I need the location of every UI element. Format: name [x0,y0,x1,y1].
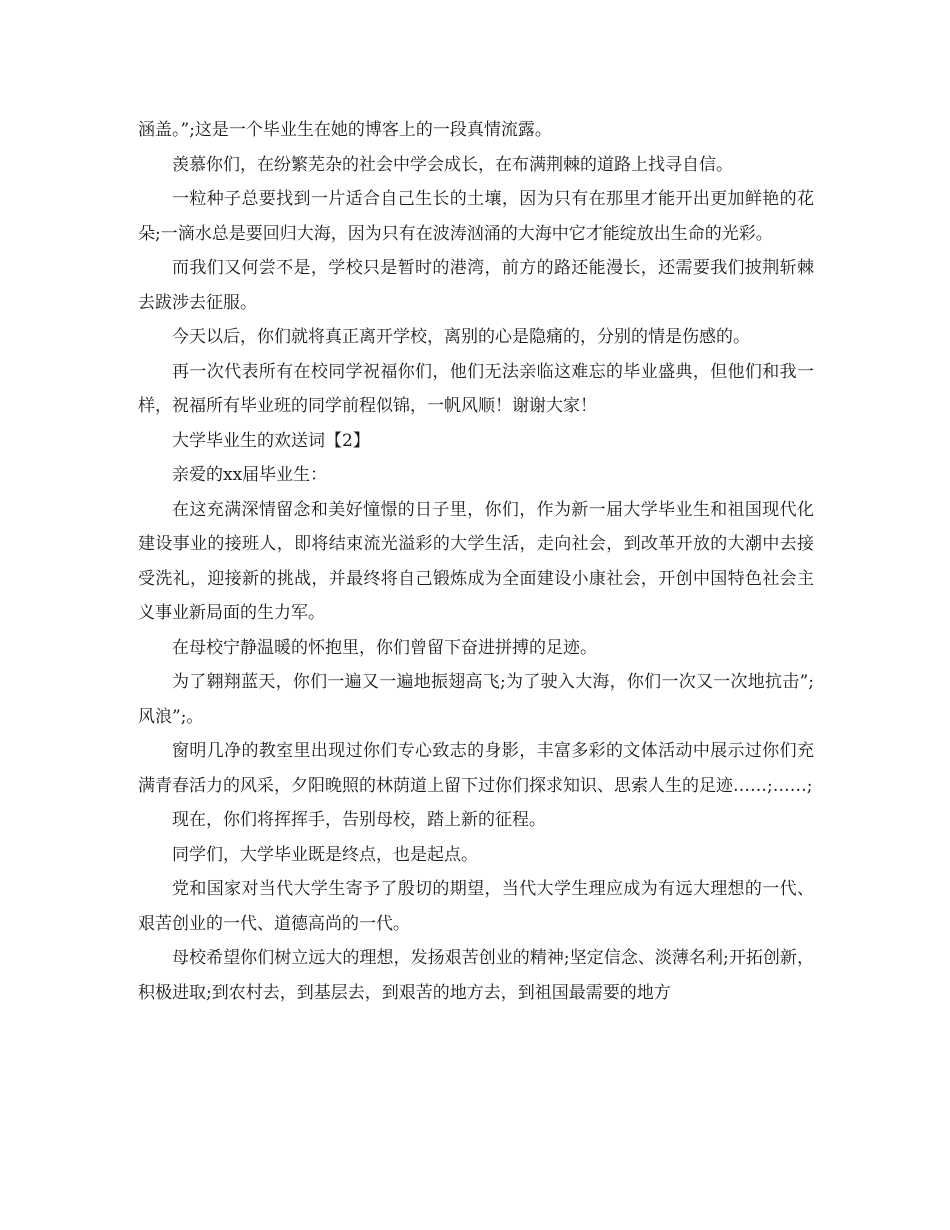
paragraph-1: 涵盖。”;这是一个毕业生在她的博客上的一段真情流露。 [138,120,552,140]
paragraph-10: 在母校宁静温暖的怀抱里，你们曾留下奋进拼搏的足迹。 [172,637,597,658]
paragraph-3: 一粒种子总要找到一片适合自己生长的土壤，因为只有在那里才能开出更加鲜艳的花朵;一滴水总是要回归大海，因为只有在波涛汹涌的大海中它才能绽放出生命的光彩。 [138,189,814,244]
paragraph-14: 同学们，大学毕业既是终点，也是起点。 [172,844,478,865]
paragraph-4: 而我们又何尝不是，学校只是暂时的港湾，前方的路还能漫长，还需要我们披荆斩棘去跋涉去征服。 [138,258,814,313]
paragraph-9: 在这充满深情留念和美好憧憬的日子里，你们，作为新一届大学毕业生和祖国现代化建设事业的接班人，即将结束流光溢彩的大学生活，走向社会，到改革开放的大潮中去接受洗礼，迎接新的挑战，并最终将自己锻炼成为全面建设小康社会，开创中国特色社会主义事业新局面的生力军。 [138,499,814,623]
paragraph-13: 现在，你们将挥挥手，告别母校，踏上新的征程。 [172,810,546,830]
section-heading: 大学毕业生的欢送词【2】 [172,430,370,451]
paragraph-5: 今天以后，你们就将真正离开学校，离别的心是隐痛的，分别的情是伤感的。 [172,327,750,347]
paragraph-16: 母校希望你们树立远大的理想，发扬艰苦创业的精神;坚定信念、淡薄名利;开拓创新，积极进取;到农村去，到基层去，到艰苦的地方去，到祖国最需要的地方 [138,948,814,1003]
paragraph-2: 羡慕你们，在纷繁芜杂的社会中学会成长，在布满荆棘的道路上找寻自信。 [172,154,733,175]
paragraph-15: 党和国家对当代大学生寄予了殷切的期望，当代大学生理应成为有远大理想的一代、艰苦创业的一代、道德高尚的一代。 [138,879,814,934]
document-body [138,113,814,1010]
paragraph-6: 再一次代表所有在校同学祝福你们，他们无法亲临这难忘的毕业盛典，但他们和我一样，祝福所有毕业班的同学前程似锦，一帆风顺！谢谢大家！ [138,361,814,416]
paragraph-12: 窗明几净的教室里出现过你们专心致志的身影，丰富多彩的文体活动中展示过你们充满青春活力的风采，夕阳晚照的林荫道上留下过你们探求知识、思索人生的足迹……;……; [138,741,814,796]
paragraph-11: 为了翱翔蓝天，你们一遍又一遍地振翅高飞;为了驶入大海，你们一次又一次地抗击”;风浪”;。 [138,672,814,727]
salutation: 亲爱的xx届毕业生： [172,465,328,485]
